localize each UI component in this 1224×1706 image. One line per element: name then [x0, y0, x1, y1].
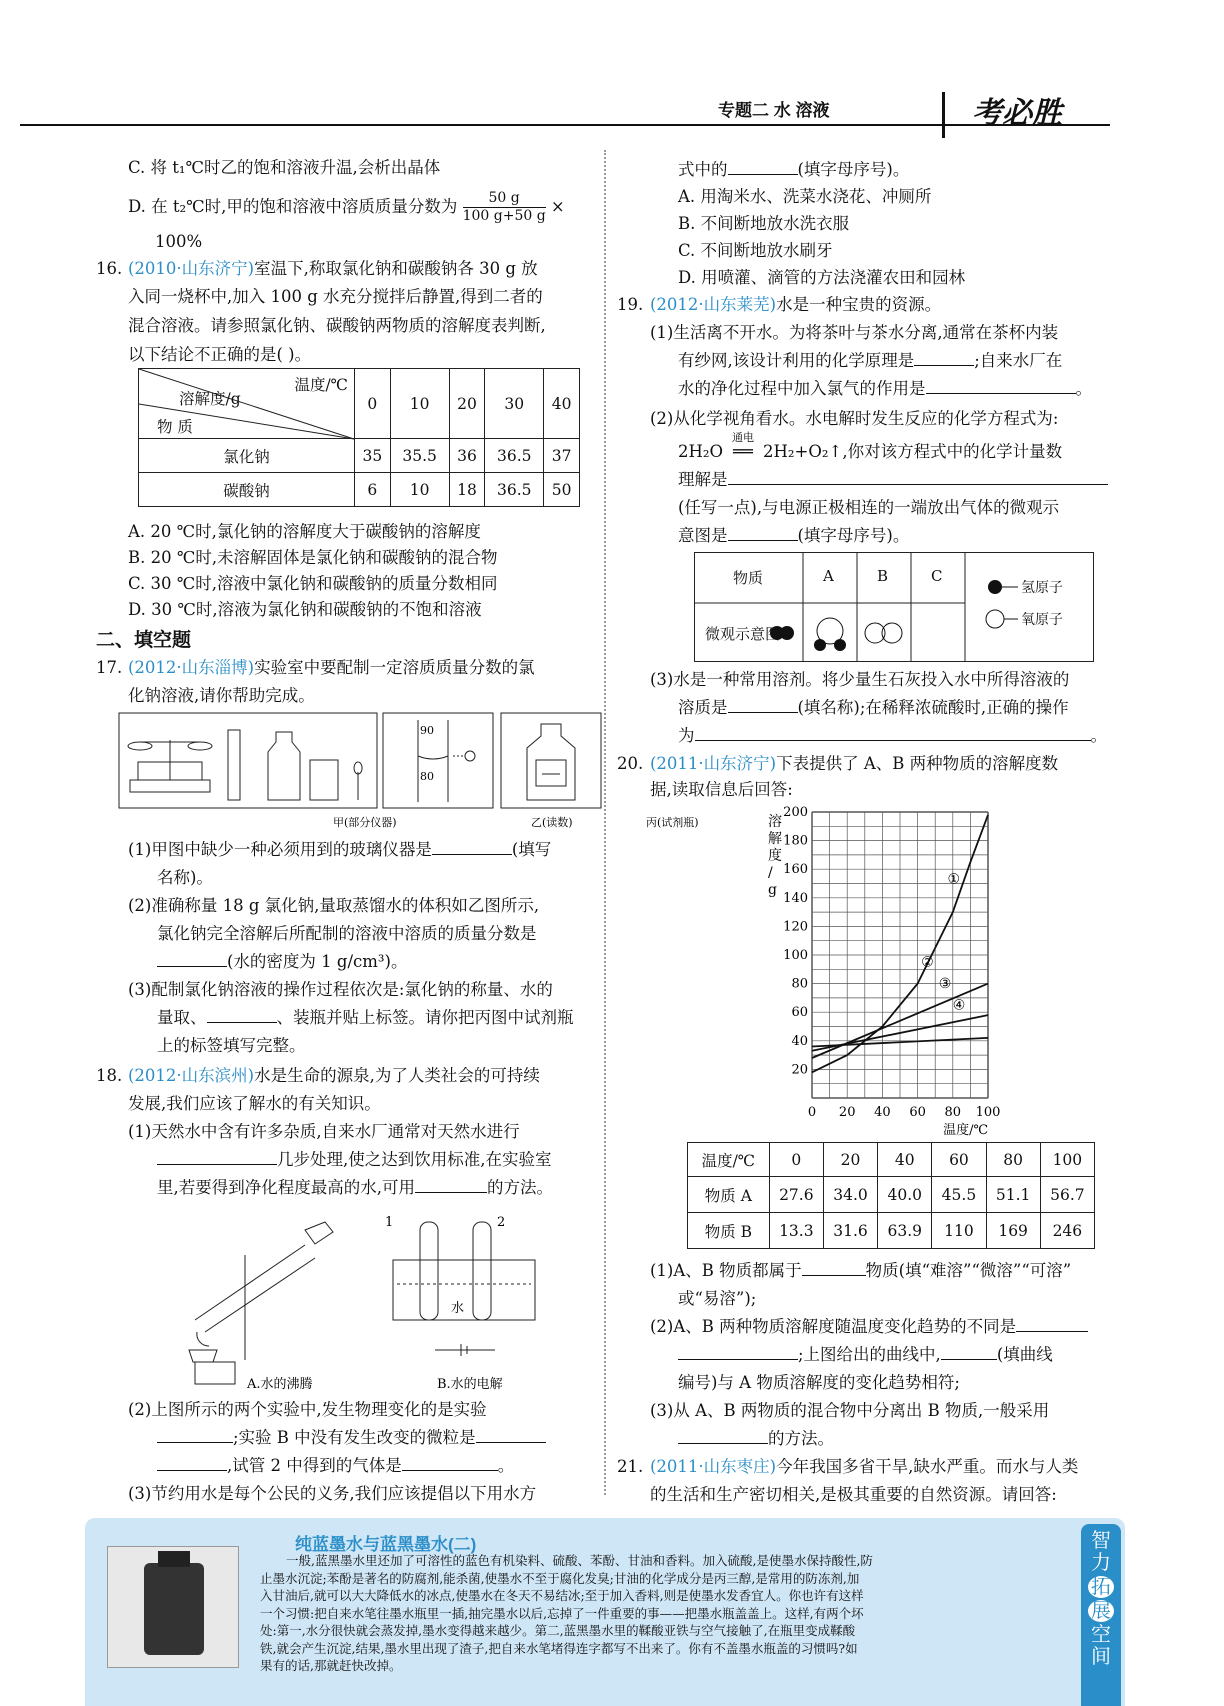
q18-line1: (2012·山东滨州)水是生命的源泉,为了人类社会的可持续 — [128, 1066, 540, 1085]
fraction: $\frac{50 g}{100 g+50 g}$ — [462, 190, 546, 224]
q19-table: 物质 A B C 微观示意图 氢原子 氧原子 — [694, 552, 1094, 662]
q15-option-c: C. 将 t₁℃时乙的饱和溶液升温,会析出晶体 — [128, 158, 441, 177]
q16-source: (2010·山东济宁) — [128, 259, 255, 278]
q17-part3-l3: 上的标签填写完整。 — [157, 1036, 306, 1055]
q20-table: 温度/℃ 0 20 40 60 80 100 物质 A 27.6 34.0 40.0 45.5 51.1 56.7 物质 B 13.3 31.6 63.9 110 169 246 — [687, 1142, 1095, 1249]
q16-table: 温度/℃ 溶解度/g 物 质 0 10 20 30 40 氯化钠 35 35.5 36 36.5 37 碳酸钠 6 10 18 36.5 50 — [138, 368, 580, 507]
q17-line2: 化钠溶液,请你帮助完成。 — [128, 686, 315, 705]
q18-option-c: C. 不间断地放水刷牙 — [678, 241, 833, 260]
svg-text:B.水的电解: B.水的电解 — [437, 1377, 503, 1392]
balance-icon — [128, 740, 212, 792]
q17-line1: (2012·山东淄博)实验室中要配制一定溶质质量分数的氯 — [128, 658, 535, 677]
x-tick-label: 0 — [807, 1105, 817, 1120]
q16-option-b: B. 20 ℃时,未溶解固体是氯化钠和碳酸钠的混合物 — [128, 548, 498, 567]
table-corner: 温度/℃ 溶解度/g 物 质 — [139, 369, 355, 439]
q18-part1: (1)天然水中含有许多杂质,自来水厂通常对天然水进行 — [128, 1122, 520, 1141]
svg-text:甲(部分仪器): 甲(部分仪器) — [333, 816, 397, 829]
q18-part1-l3: 里,若要得到净化程度最高的水,可用 的方法。 — [157, 1174, 553, 1202]
header-divider — [942, 92, 945, 138]
q16-option-c: C. 30 ℃时,溶液中氯化钠和碳酸钠的质量分数相同 — [128, 574, 498, 593]
table-row: 物质 B 13.3 31.6 63.9 110 169 246 — [688, 1213, 1095, 1249]
q19-part1-l3: 水的净化过程中加入氯气的作用是 。 — [678, 375, 1092, 403]
series-label: ① — [947, 871, 961, 888]
q18-cont: 式中的 (填字母序号)。 — [678, 156, 909, 184]
q18-number: 18. — [96, 1066, 123, 1085]
q18-figure — [175, 1200, 575, 1400]
q18-line2: 发展,我们应该了解水的有关知识。 — [128, 1094, 381, 1113]
header-rule — [20, 124, 1110, 126]
q19-part2: (2)从化学视角看水。水电解时发生反应的化学方程式为: — [650, 409, 1059, 428]
svg-text:丙(试剂瓶): 丙(试剂瓶) — [646, 816, 699, 829]
sidebar-body: 一般,蓝黑墨水里还加了可溶性的蓝色有机染料、硫酸、苯酚、甘油和香料。加入硫酸,是使墨水保持酸性,防 止墨水沉淀;苯酚是著名的防腐剂,能杀菌,使墨水不至于腐化发臭;甘油的化学成分是丙三醇,是常用的防冻剂,加 入甘油后,就可以大大降低水的冰点,使墨水在冬天不易结冰;至于加入香料,则是使墨水发香宜人。你也许有这样 一个习惯:把自来水笔往墨水瓶里一插,抽完墨水以后,忘掉了一件重要的事——把墨水瓶盖盖上。这样,有两个坏 处:第一,水分很快就会蒸发掉,墨水变得越来越少。第二,蓝黑墨水里的鞣酸亚铁与空气接触了,在瓶里变成鞣酸 铁,就会产生沉淀,结果,墨水里出现了渣子,把自来水笔堵得连字都写不出来了。你有不盖墨水瓶盖的习惯吗?如 果有的话,那就赶快改掉。 — [260, 1553, 873, 1673]
header-topic: 专题二 水 溶液 — [718, 101, 830, 120]
column-divider — [604, 150, 606, 1495]
q19-part3-l3: 为 。 — [678, 722, 1107, 750]
q17-part3-l2: 量取、 、装瓶并贴上标签。请你把丙图中试剂瓶 — [157, 1004, 574, 1032]
q18-option-d: D. 用喷灌、滴管的方法浇灌农田和园林 — [678, 268, 966, 287]
q19-line1: (2012·山东莱芜)水是一种宝贵的资源。 — [650, 295, 942, 314]
bottle-icon — [268, 732, 300, 800]
beaker-icon — [310, 760, 338, 800]
table-row: 碳酸钠 6 10 18 36.5 50 — [139, 473, 580, 507]
series-label: ② — [921, 954, 934, 971]
svg-text:80: 80 — [420, 770, 434, 783]
q20-part2: (2)A、B 两种物质溶解度随温度变化趋势的不同是 — [650, 1313, 1088, 1341]
solubility-chart — [752, 800, 1012, 1138]
svg-text:水: 水 — [451, 1301, 465, 1316]
q20-part2-l3: 编号)与 A 物质溶解度的变化趋势相符; — [678, 1373, 960, 1392]
y-tick-label: 200 — [783, 805, 808, 820]
q19-part2-l4: (任写一点),与电源正极相连的一端放出气体的微观示 — [678, 498, 1060, 517]
knowledge-sidebar — [85, 1518, 1125, 1706]
q20-number: 20. — [617, 754, 644, 773]
q18-source: (2012·山东滨州) — [128, 1066, 255, 1085]
x-tick-label: 60 — [909, 1105, 926, 1120]
q17-part1: (1)甲图中缺少一种必须用到的玻璃仪器是 (填写 — [128, 836, 551, 864]
q19-equation: 2H₂O 通电 ══ 2H₂+O₂↑,你对该方程式中的化学计量数 — [678, 431, 1063, 461]
q18-option-a: A. 用淘米水、洗菜水浇花、冲厕所 — [678, 187, 932, 206]
q15-option-d: D. 在 t₂℃时,甲的饱和溶液中溶质质量分数为 $\frac{50 g}{100 g+50 g}$ × — [128, 190, 565, 224]
y-axis-label: g — [768, 882, 777, 898]
x-tick-label: 40 — [874, 1105, 891, 1120]
y-axis-label: / — [768, 865, 773, 881]
q20-part1-l2: 或“易溶”); — [678, 1289, 757, 1308]
ink-bottle-image — [107, 1546, 239, 1668]
section-title: 二、填空题 — [96, 630, 192, 651]
q17-part2-l2: 氯化钠完全溶解后所配制的溶液中溶质的质量分数是 — [157, 924, 537, 943]
q17-number: 17. — [96, 658, 123, 677]
q19-source: (2012·山东莱芜) — [650, 295, 777, 314]
q18-part1-l2: 几步处理,使之达到饮用标准,在实验室 — [157, 1146, 552, 1174]
q18-part2: (2)上图所示的两个实验中,发生物理变化的是实验 — [128, 1400, 487, 1419]
y-tick-label: 160 — [783, 862, 808, 878]
x-tick-label: 100 — [975, 1105, 1001, 1120]
q20-source: (2011·山东济宁) — [650, 754, 777, 773]
series-label: ③ — [938, 975, 952, 992]
q20-line1: (2011·山东济宁)下表提供了 A、B 两种物质的溶解度数 — [650, 754, 1059, 773]
q16-number: 16. — [96, 259, 123, 278]
y-axis-label: 溶 — [768, 814, 782, 830]
x-axis-label: 温度/℃ — [943, 1123, 988, 1138]
q20-line2: 据,读取信息后回答: — [650, 780, 793, 799]
q18-part3: (3)节约用水是每个公民的义务,我们应该提倡以下用水方 — [128, 1484, 537, 1503]
q17-part2: (2)准确称量 18 g 氯化钠,量取蒸馏水的体积如乙图所示, — [128, 896, 540, 915]
q18-part2-l2: ;实验 B 中没有发生改变的微粒是 — [157, 1424, 546, 1452]
q20-part3-l2: 的方法。 — [678, 1425, 834, 1453]
y-tick-label: 180 — [783, 833, 808, 849]
svg-text:乙(读数): 乙(读数) — [531, 816, 573, 829]
q17-part1-cont: 名称)。 — [157, 868, 213, 887]
x-tick-label: 20 — [838, 1105, 856, 1120]
q17-part3: (3)配制氯化钠溶液的操作过程依次是:氯化钠的称量、水的 — [128, 980, 553, 999]
q16-line3: 混合溶液。请参照氯化钠、碳酸钠两物质的溶解度表判断, — [128, 316, 546, 335]
q18-option-b: B. 不间断地放水洗衣服 — [678, 214, 850, 233]
svg-text:90: 90 — [420, 724, 434, 737]
q21-source: (2011·山东枣庄) — [650, 1457, 777, 1476]
spoon-icon — [354, 762, 362, 800]
q15-percent: 100% — [155, 232, 203, 251]
q20-part3: (3)从 A、B 两物质的混合物中分离出 B 物质,一般采用 — [650, 1401, 1050, 1420]
q19-part1-l2: 有纱网,该设计利用的化学原理是 ;自来水厂在 — [678, 347, 1062, 375]
q16-option-a: A. 20 ℃时,氯化钠的溶解度大于碳酸钠的溶解度 — [128, 522, 481, 541]
y-tick-label: 120 — [783, 919, 808, 935]
y-tick-label: 140 — [783, 890, 808, 906]
q16-line2: 入同一烧杯中,加入 100 g 水充分搅拌后静置,得到二者的 — [128, 287, 543, 306]
q21-line1: (2011·山东枣庄)今年我国多省干旱,缺水严重。而水与人类 — [650, 1457, 1079, 1476]
svg-text:1: 1 — [385, 1215, 394, 1230]
q20-part1: (1)A、B 物质都属于 物质(填“难溶”“微溶”“可溶” — [650, 1257, 1071, 1285]
q19-number: 19. — [617, 295, 644, 314]
electrolysis-apparatus-icon — [393, 1222, 535, 1356]
y-tick-label: 60 — [791, 1005, 808, 1021]
svg-text:2: 2 — [497, 1215, 506, 1230]
sidebar-tab: 智 力 拓 展 空 间 — [1081, 1524, 1121, 1706]
svg-text:A.水的沸腾: A.水的沸腾 — [247, 1377, 313, 1392]
q19-part3-l2: 溶质是 (填名称);在稀释浓硫酸时,正确的操作 — [678, 694, 1069, 722]
y-tick-label: 20 — [791, 1062, 808, 1078]
q17-source: (2012·山东淄博) — [128, 658, 255, 677]
boiling-apparatus-icon — [189, 1222, 333, 1384]
y-axis-label: 度 — [768, 848, 782, 864]
q17-part2-l3: (水的密度为 1 g/cm³)。 — [157, 948, 408, 976]
logo: 考必胜 — [972, 96, 1062, 131]
y-axis-label: 解 — [768, 831, 782, 847]
graduated-cylinder-icon — [228, 730, 240, 800]
q21-line2: 的生活和生产密切相关,是极其重要的自然资源。请回答: — [650, 1485, 1057, 1504]
q19-part1: (1)生活离不开水。为将茶叶与茶水分离,通常在茶杯内装 — [650, 323, 1059, 342]
q16-option-d: D. 30 ℃时,溶液为氯化钠和碳酸钠的不饱和溶液 — [128, 600, 482, 619]
q20-part2-l2: ;上图给出的曲线中, (填曲线 — [678, 1341, 1053, 1369]
q16-line1: (2010·山东济宁)室温下,称取氯化钠和碳酸钠各 30 g 放 — [128, 259, 538, 278]
series-label: ④ — [952, 997, 966, 1014]
y-tick-label: 40 — [791, 1033, 808, 1049]
x-tick-label: 80 — [944, 1105, 962, 1120]
table-row: 物质 A 27.6 34.0 40.0 45.5 51.1 56.7 — [688, 1177, 1095, 1213]
y-tick-label: 100 — [783, 948, 808, 963]
q21-number: 21. — [617, 1457, 644, 1476]
y-tick-label: 80 — [791, 976, 808, 992]
q18-part2-l3: ,试管 2 中得到的气体是 。 — [157, 1452, 514, 1480]
q19-part3: (3)水是一种常用溶剂。将少量生石灰投入水中所得溶液的 — [650, 670, 1070, 689]
q19-part2-l5: 意图是 (填字母序号)。 — [678, 522, 909, 550]
sidebar-title: 纯蓝墨水与蓝黑墨水(二) — [295, 1535, 477, 1554]
q16-line4: 以下结论不正确的是( )。 — [128, 345, 312, 364]
reagent-bottle-icon — [527, 724, 575, 800]
q19-part2-l3: 理解是 — [678, 466, 1108, 494]
table-row: 氯化钠 35 35.5 36 36.5 37 — [139, 439, 580, 473]
